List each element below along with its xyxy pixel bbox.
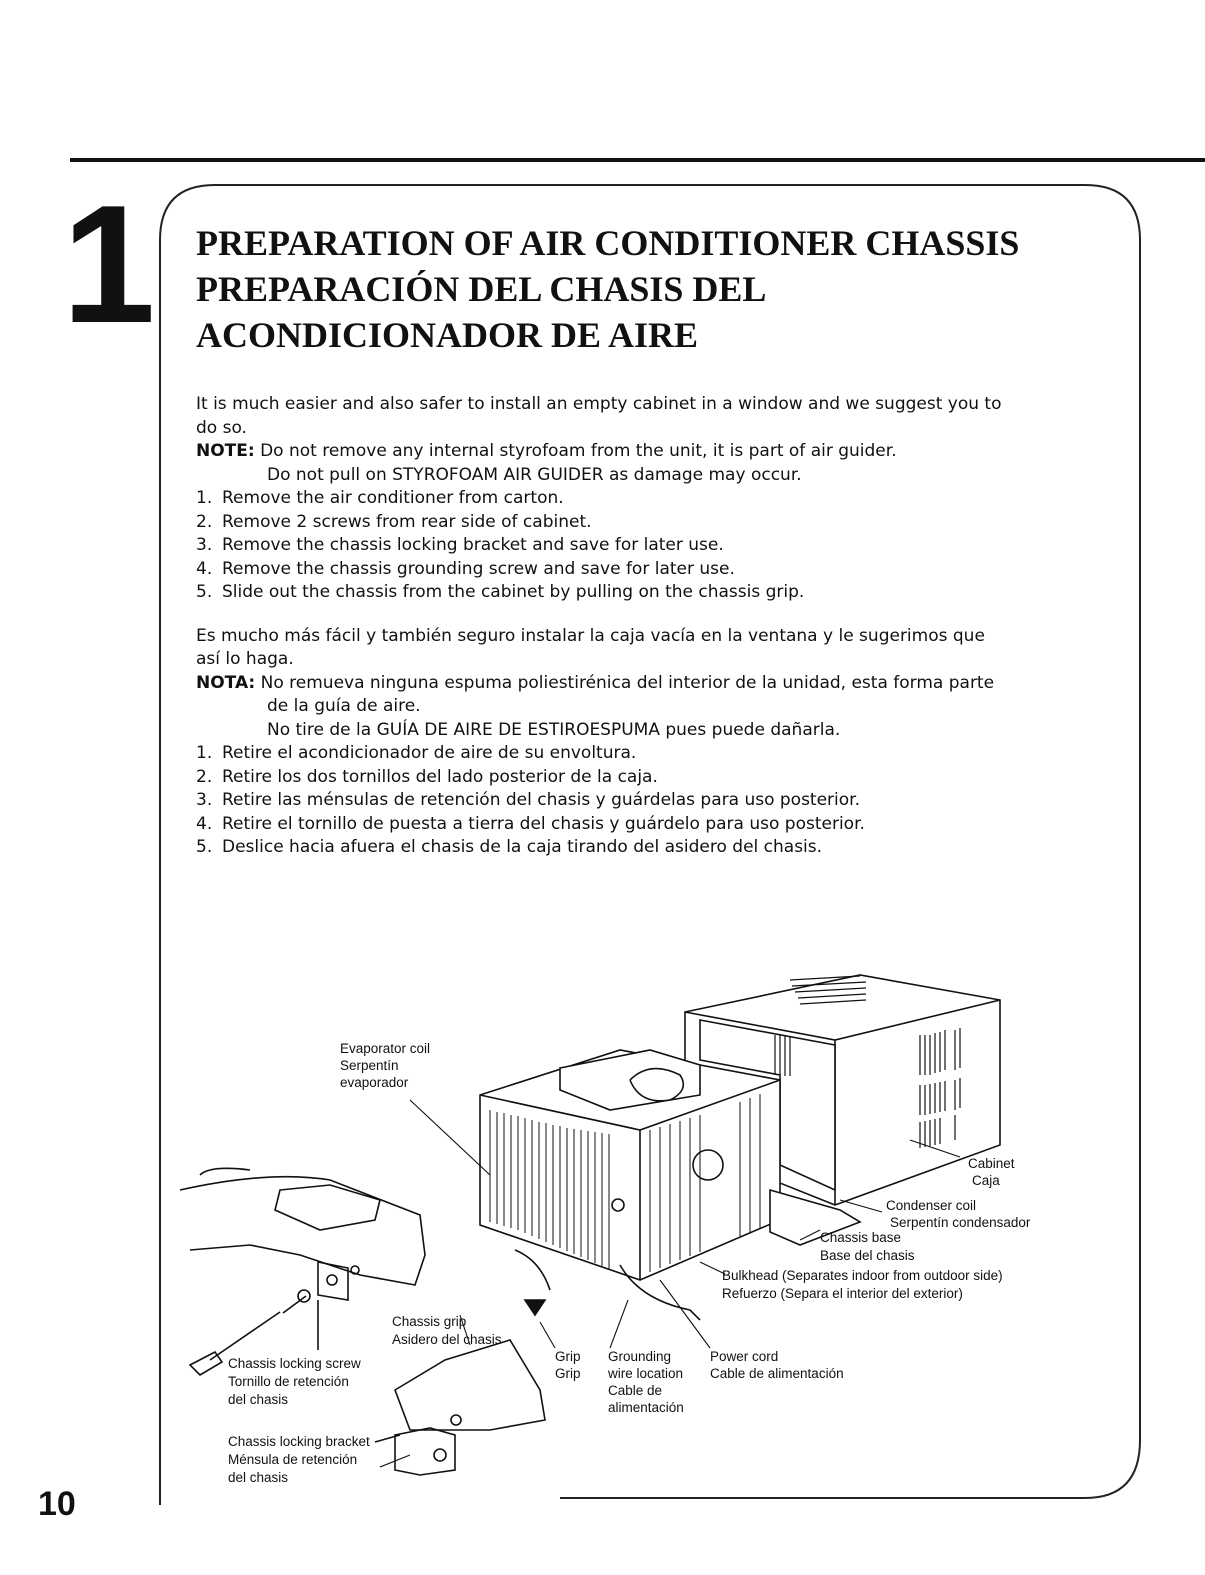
english-note xyxy=(196,440,1096,464)
instructions xyxy=(196,393,1096,860)
label-locking-bracket-3: del chasis xyxy=(228,1470,289,1485)
label-locking-screw-3: del chasis xyxy=(228,1392,289,1407)
english-step: 5. Slide out the chassis from the cabinet by pulling on the chassis grip. xyxy=(196,582,805,602)
label-power-cord-2: Cable de alimentación xyxy=(710,1366,844,1381)
label-bulkhead-1: Bulkhead (Separates indoor from outdoor side) xyxy=(722,1268,1003,1283)
note-label: NOTE: xyxy=(196,441,255,461)
label-locking-screw-1: Chassis locking screw xyxy=(228,1356,361,1371)
english-step: 3. Remove the chassis locking bracket and save for later use. xyxy=(196,535,724,555)
label-grounding-1: Grounding xyxy=(608,1349,672,1364)
label-locking-bracket-2: Ménsula de retención xyxy=(228,1452,358,1467)
label-bulkhead-2: Refuerzo (Separa el interior del exterior) xyxy=(722,1286,963,1301)
spanish-step: 3. Retire las ménsulas de retención del chasis y guárdelas para uso posterior. xyxy=(196,790,860,810)
label-cabinet-1: Cabinet xyxy=(968,1156,1015,1171)
label-evaporator-2: Serpentín xyxy=(340,1058,399,1073)
title-spanish-line1: PREPARACIÓN DEL CHASIS DEL xyxy=(196,269,767,309)
spanish-step: 2. Retire los dos tornillos del lado posterior de la caja. xyxy=(196,766,658,787)
english-step: 2. Remove 2 screws from rear side of cabinet. xyxy=(196,511,592,532)
spanish-step: 1. Retire el acondicionador de aire de su envoltura. xyxy=(196,743,637,763)
label-chassis-grip-1: Chassis grip xyxy=(392,1314,467,1329)
label-grounding-3: Cable de xyxy=(608,1383,663,1398)
label-cabinet-2: Caja xyxy=(972,1173,1000,1188)
label-condenser-1: Condenser coil xyxy=(886,1198,977,1213)
chassis-diagram xyxy=(0,960,1205,1520)
english-step: 4. Remove the chassis grounding screw and save for later use. xyxy=(196,558,735,579)
page-number: 10 xyxy=(38,1485,76,1523)
label-chassis-grip-2: Asidero del chasis xyxy=(392,1332,502,1347)
section-titles xyxy=(196,220,1096,358)
title-spanish-line2: ACONDICIONADOR DE AIRE xyxy=(196,315,699,355)
nota-label: NOTA: xyxy=(196,672,256,693)
spanish-note-line2: de la guía de aire. xyxy=(267,696,421,716)
label-chassis-base-1: Chassis base xyxy=(820,1230,902,1245)
nota-text: No remueva ninguna espuma poliestirénica del interior de la unidad, esta forma parte xyxy=(255,672,995,693)
spanish-step: 4. Retire el tornillo de puesta a tierra del chasis y guárdelo para uso posterior. xyxy=(196,813,865,834)
label-locking-screw-2: Tornillo de retención xyxy=(228,1374,349,1389)
label-grounding-4: alimentación xyxy=(608,1400,684,1415)
label-grounding-2: wire location xyxy=(608,1366,684,1381)
spanish-step: 5. Deslice hacia afuera el chasis de la caja tirando del asidero del chasis. xyxy=(196,837,823,857)
inset-bracket-drawing xyxy=(375,1340,545,1475)
label-evaporator-3: evaporador xyxy=(340,1075,409,1090)
label-grip-1: Grip xyxy=(555,1349,581,1364)
spanish-intro-line2: así lo haga. xyxy=(196,649,294,669)
note-text: Do not remove any internal styrofoam from the unit, it is part of air guider. xyxy=(254,441,897,461)
inset-screw-drawing xyxy=(180,1168,425,1375)
spanish-note xyxy=(196,672,1096,696)
english-step: 1. Remove the air conditioner from carton. xyxy=(196,488,564,508)
step-number: 1 xyxy=(62,170,152,358)
label-locking-bracket-1: Chassis locking bracket xyxy=(228,1434,370,1449)
label-power-cord-1: Power cord xyxy=(710,1349,779,1364)
title-english: PREPARATION OF AIR CONDITIONER CHASSIS xyxy=(196,223,1020,263)
english-intro-line1: It is much easier and also safer to install an empty cabinet in a window and we suggest you to xyxy=(196,394,1002,414)
label-grip-2: Grip xyxy=(555,1366,581,1381)
label-chassis-base-2: Base del chasis xyxy=(820,1248,915,1263)
label-condenser-2: Serpentín condensador xyxy=(890,1215,1031,1230)
label-evaporator-1: Evaporator coil xyxy=(340,1041,431,1056)
spanish-note-line3: No tire de la GUÍA DE AIRE DE ESTIROESPUMA pues puede dañarla. xyxy=(267,719,841,740)
english-note-line2: Do not pull on STYROFOAM AIR GUIDER as damage may occur. xyxy=(267,464,802,485)
english-intro-line2: do so. xyxy=(196,417,247,438)
spanish-intro-line1: Es mucho más fácil y también seguro instalar la caja vacía en la ventana y le sugerimos que xyxy=(196,625,985,646)
